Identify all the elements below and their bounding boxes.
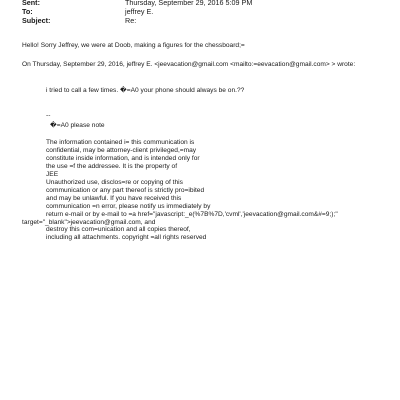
- sent-label: Sent:: [22, 0, 40, 7]
- disclaimer-line: The information contained i= this communication is: [46, 139, 195, 146]
- reply-line: Hello! Sorry Jeffrey, we were at Doob, making a figures for the chessboard;=: [22, 42, 245, 49]
- disclaimer-line: Unauthorized use, disclos=re or copying of this: [46, 178, 183, 186]
- disclaimer-line: the use =f the addressee. It is the property of: [46, 162, 178, 170]
- disclaimer-line: return e-mail or by e-mail to =a href="javascript:_e(%7B%7D,'cvml','jeevacation@gmail.com&#=9;);": [46, 210, 338, 218]
- disclaimer-line: JEE: [46, 170, 59, 178]
- subject-value: Re:: [125, 16, 137, 25]
- disclaimer-line: constitute inside information, and is intended only for: [46, 154, 200, 162]
- to-value: jeffrey E.: [125, 7, 154, 16]
- quoted-message: i tried to call a few times. �=A0 your phone should always be on.??: [46, 87, 245, 94]
- disclaimer-line: and may be unlawful. If you have received this: [46, 194, 182, 202]
- disclaimer-line: communication or any part thereof is strictly pro=ibited: [46, 186, 205, 194]
- disclaimer-line: target="_blank">jeevacation@gmail.com, and: [22, 218, 156, 226]
- disclaimer-line: confidential, may be attorney-client privileged,=may: [46, 146, 197, 154]
- to-label: To:: [22, 7, 33, 16]
- please-note: �=A0 please note: [50, 122, 105, 129]
- quote-header: On Thursday, September 29, 2016, jeffrey E. <jeevacation@gmail.com <mailto:=eevacation@gmail.com> > wrote:: [22, 61, 356, 68]
- disclaimer-line: communication =n error, please notify us immediately by: [46, 202, 211, 210]
- disclaimer-line: including all attachments. copyright =all rights reserved: [46, 234, 207, 242]
- sent-value: Thursday, September 29, 2016 5:09 PM: [125, 0, 253, 7]
- disclaimer-line: destroy this com=unication and all copies thereof,: [46, 226, 191, 234]
- disclaimer-block: [22, 139, 338, 242]
- ellipsis-separator: --: [46, 112, 51, 119]
- subject-label: Subject:: [22, 16, 51, 25]
